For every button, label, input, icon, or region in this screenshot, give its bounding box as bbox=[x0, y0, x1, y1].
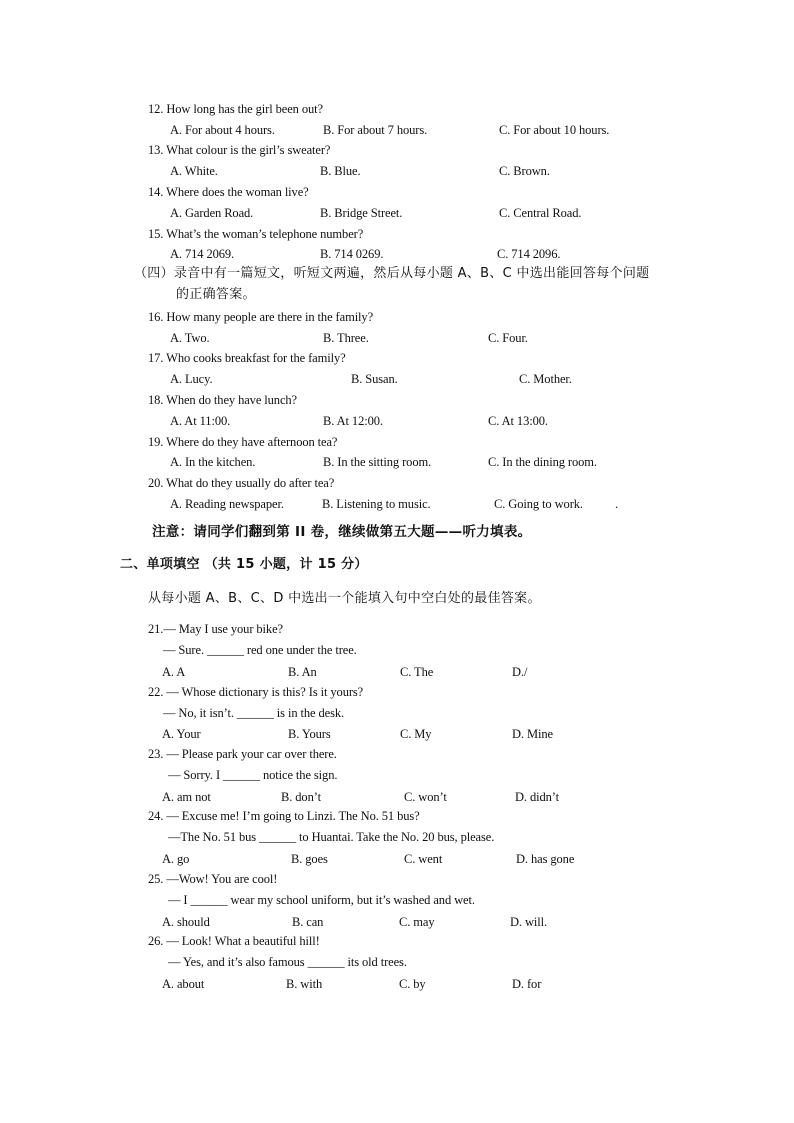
question-line-1: 26. — Look! What a beautiful hill! bbox=[148, 934, 320, 948]
option-c: C. Mother. bbox=[519, 372, 572, 386]
option-b: B. can bbox=[292, 915, 324, 929]
question-line-1: 21.— May I use your bike? bbox=[148, 622, 283, 636]
option-a: A. A bbox=[162, 665, 186, 679]
option-b: B. Listening to music. bbox=[322, 497, 431, 511]
option-a: A. about bbox=[162, 977, 205, 991]
option-a: A. 714 2069. bbox=[170, 247, 235, 261]
option-b: B. Three. bbox=[323, 331, 369, 345]
option-c: C. Brown. bbox=[499, 164, 550, 178]
option-d: D. Mine bbox=[512, 727, 553, 741]
question-line-1: 22. — Whose dictionary is this? Is it yours? bbox=[148, 685, 364, 699]
notice-text: 注意：请同学们翻到第 II 卷，继续做第五大题——听力填表。 bbox=[152, 524, 532, 540]
trailing-mark: . bbox=[615, 497, 619, 511]
question-line-2: —The No. 51 bus ______ to Huantai. Take the No. 20 bus, please. bbox=[168, 830, 495, 844]
option-c: C. The bbox=[400, 665, 434, 679]
question-text: 13. What colour is the girl’s sweater? bbox=[148, 143, 331, 157]
option-c: C. At 13:00. bbox=[488, 414, 548, 428]
option-b: B. Blue. bbox=[320, 164, 361, 178]
option-a: A. should bbox=[162, 915, 210, 929]
question-line-2: — Sorry. I ______ notice the sign. bbox=[168, 768, 338, 782]
question-line-2: — Yes, and it’s also famous ______ its old trees. bbox=[168, 955, 407, 969]
option-b: B. At 12:00. bbox=[323, 414, 383, 428]
part4-instruction-line1: （四）录音中有一篇短文，听短文两遍，然后从每小题 A、B、C 中选出能回答每个问题 bbox=[134, 266, 650, 281]
option-a: A. In the kitchen. bbox=[170, 455, 256, 469]
option-a: A. Garden Road. bbox=[170, 206, 254, 220]
option-b: B. Bridge Street. bbox=[320, 206, 403, 220]
option-c: C. My bbox=[400, 727, 432, 741]
option-b: B. Yours bbox=[288, 727, 331, 741]
option-b: B. with bbox=[286, 977, 323, 991]
option-b: B. don’t bbox=[281, 790, 321, 804]
option-d: D./ bbox=[512, 665, 528, 679]
question-text: 16. How many people are there in the family? bbox=[148, 310, 374, 324]
option-b: B. Susan. bbox=[351, 372, 398, 386]
option-b: B. An bbox=[288, 665, 317, 679]
option-d: D. for bbox=[512, 977, 542, 991]
question-line-2: — I ______ wear my school uniform, but it’s washed and wet. bbox=[168, 893, 475, 907]
option-a: A. Your bbox=[162, 727, 201, 741]
option-a: A. For about 4 hours. bbox=[170, 123, 275, 137]
option-c: C. went bbox=[404, 852, 443, 866]
question-text: 17. Who cooks breakfast for the family? bbox=[148, 351, 346, 365]
question-text: 19. Where do they have afternoon tea? bbox=[148, 435, 338, 449]
option-a: A. Reading newspaper. bbox=[170, 497, 284, 511]
section-2-instruction: 从每小题 A、B、C、D 中选出一个能填入句中空白处的最佳答案。 bbox=[148, 591, 541, 606]
question-text: 12. How long has the girl been out? bbox=[148, 102, 323, 116]
option-c: C. Going to work. bbox=[494, 497, 583, 511]
option-a: A. go bbox=[162, 852, 190, 866]
question-line-1: 23. — Please park your car over there. bbox=[148, 747, 337, 761]
option-d: D. didn’t bbox=[515, 790, 560, 804]
option-b: B. In the sitting room. bbox=[323, 455, 432, 469]
option-a: A. Lucy. bbox=[170, 372, 213, 386]
option-c: C. 714 2096. bbox=[497, 247, 561, 261]
option-a: A. Two. bbox=[170, 331, 210, 345]
option-a: A. White. bbox=[170, 164, 218, 178]
option-c: C. Central Road. bbox=[499, 206, 582, 220]
question-text: 14. Where does the woman live? bbox=[148, 185, 309, 199]
question-line-1: 24. — Excuse me! I’m going to Linzi. The No. 51 bus? bbox=[148, 809, 420, 823]
option-d: D. has gone bbox=[516, 852, 575, 866]
question-text: 18. When do they have lunch? bbox=[148, 393, 298, 407]
option-b: B. goes bbox=[291, 852, 328, 866]
option-c: C. Four. bbox=[488, 331, 528, 345]
option-b: B. 714 0269. bbox=[320, 247, 384, 261]
option-b: B. For about 7 hours. bbox=[323, 123, 428, 137]
option-c: C. For about 10 hours. bbox=[499, 123, 610, 137]
question-line-2: — No, it isn’t. ______ is in the desk. bbox=[163, 706, 345, 720]
option-d: D. will. bbox=[510, 915, 548, 929]
option-c: C. won’t bbox=[404, 790, 447, 804]
question-line-1: 25. —Wow! You are cool! bbox=[148, 872, 278, 886]
section-2-title: 二、单项填空 （共 15 小题，计 15 分） bbox=[120, 557, 368, 572]
option-c: C. In the dining room. bbox=[488, 455, 597, 469]
question-text: 15. What’s the woman’s telephone number? bbox=[148, 227, 364, 241]
question-line-2: — Sure. ______ red one under the tree. bbox=[163, 643, 357, 657]
question-text: 20. What do they usually do after tea? bbox=[148, 476, 335, 490]
option-a: A. At 11:00. bbox=[170, 414, 231, 428]
part4-instruction-line2: 的正确答案。 bbox=[176, 287, 256, 302]
option-c: C. may bbox=[399, 915, 435, 929]
option-a: A. am not bbox=[162, 790, 211, 804]
option-c: C. by bbox=[399, 977, 426, 991]
